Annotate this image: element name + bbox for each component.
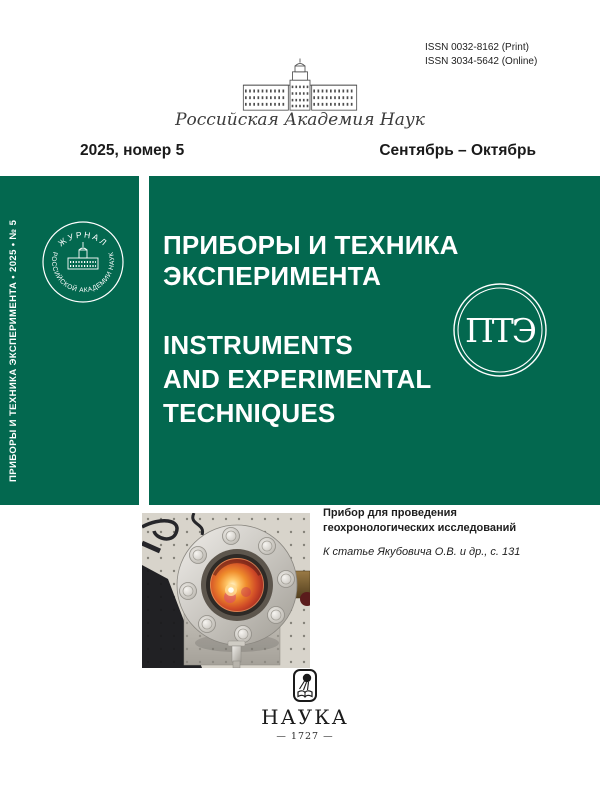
issn-block xyxy=(425,41,537,69)
svg-text:РОССИЙСКОЙ АКАДЕМИИ НАУК xyxy=(50,251,116,294)
caption-line2: геохронологических исследований xyxy=(323,522,517,534)
caption-reference: К статье Якубовича О.В. и др., с. 131 xyxy=(323,546,521,558)
issue-number: 2025, номер 5 xyxy=(80,142,185,159)
issn-print: ISSN 0032-8162 (Print) xyxy=(425,42,529,53)
journal-title-ru xyxy=(163,230,459,292)
title-en-line3: TECHNIQUES xyxy=(163,398,336,428)
academy-script-name: Российская Академия Наук xyxy=(175,110,425,130)
publisher-name: НАУКА xyxy=(261,705,349,729)
figure-caption xyxy=(323,506,520,560)
title-en-line2: AND EXPERIMENTAL xyxy=(163,364,432,394)
seal-bottom-text: РОССИЙСКОЙ АКАДЕМИИ НАУК xyxy=(49,251,117,295)
seal-building-icon xyxy=(68,242,98,269)
spine-text: ПРИБОРЫ И ТЕХНИКА ЭКСПЕРИМЕНТА • 2025 • № 5 xyxy=(8,219,19,482)
caption-line1: Прибор для проведения xyxy=(323,507,457,519)
publisher-founded-year: — 1727 — xyxy=(276,731,334,742)
instrument-photo xyxy=(142,513,310,668)
journal-seal-icon xyxy=(41,220,125,304)
academy-emblem xyxy=(170,58,430,130)
pte-logo-icon xyxy=(450,280,550,380)
issue-period: Сентябрь – Октябрь xyxy=(379,142,536,159)
title-en-line1: INSTRUMENTS xyxy=(163,330,353,360)
journal-title-en xyxy=(163,328,432,430)
seal-top-text: ЖУРНАЛ xyxy=(56,229,111,249)
publisher-logo xyxy=(245,669,365,742)
panel-divider xyxy=(139,176,149,505)
issn-online: ISSN 3034-5642 (Online) xyxy=(425,56,538,67)
academy-building-icon xyxy=(225,58,375,114)
title-ru-line2: ЭКСПЕРИМЕНТА xyxy=(163,261,382,291)
nauka-emblem-icon xyxy=(293,669,317,702)
pte-monogram: ПТЭ xyxy=(464,311,536,350)
title-ru-line1: ПРИБОРЫ И ТЕХНИКА xyxy=(163,230,459,260)
issue-row xyxy=(80,142,536,160)
